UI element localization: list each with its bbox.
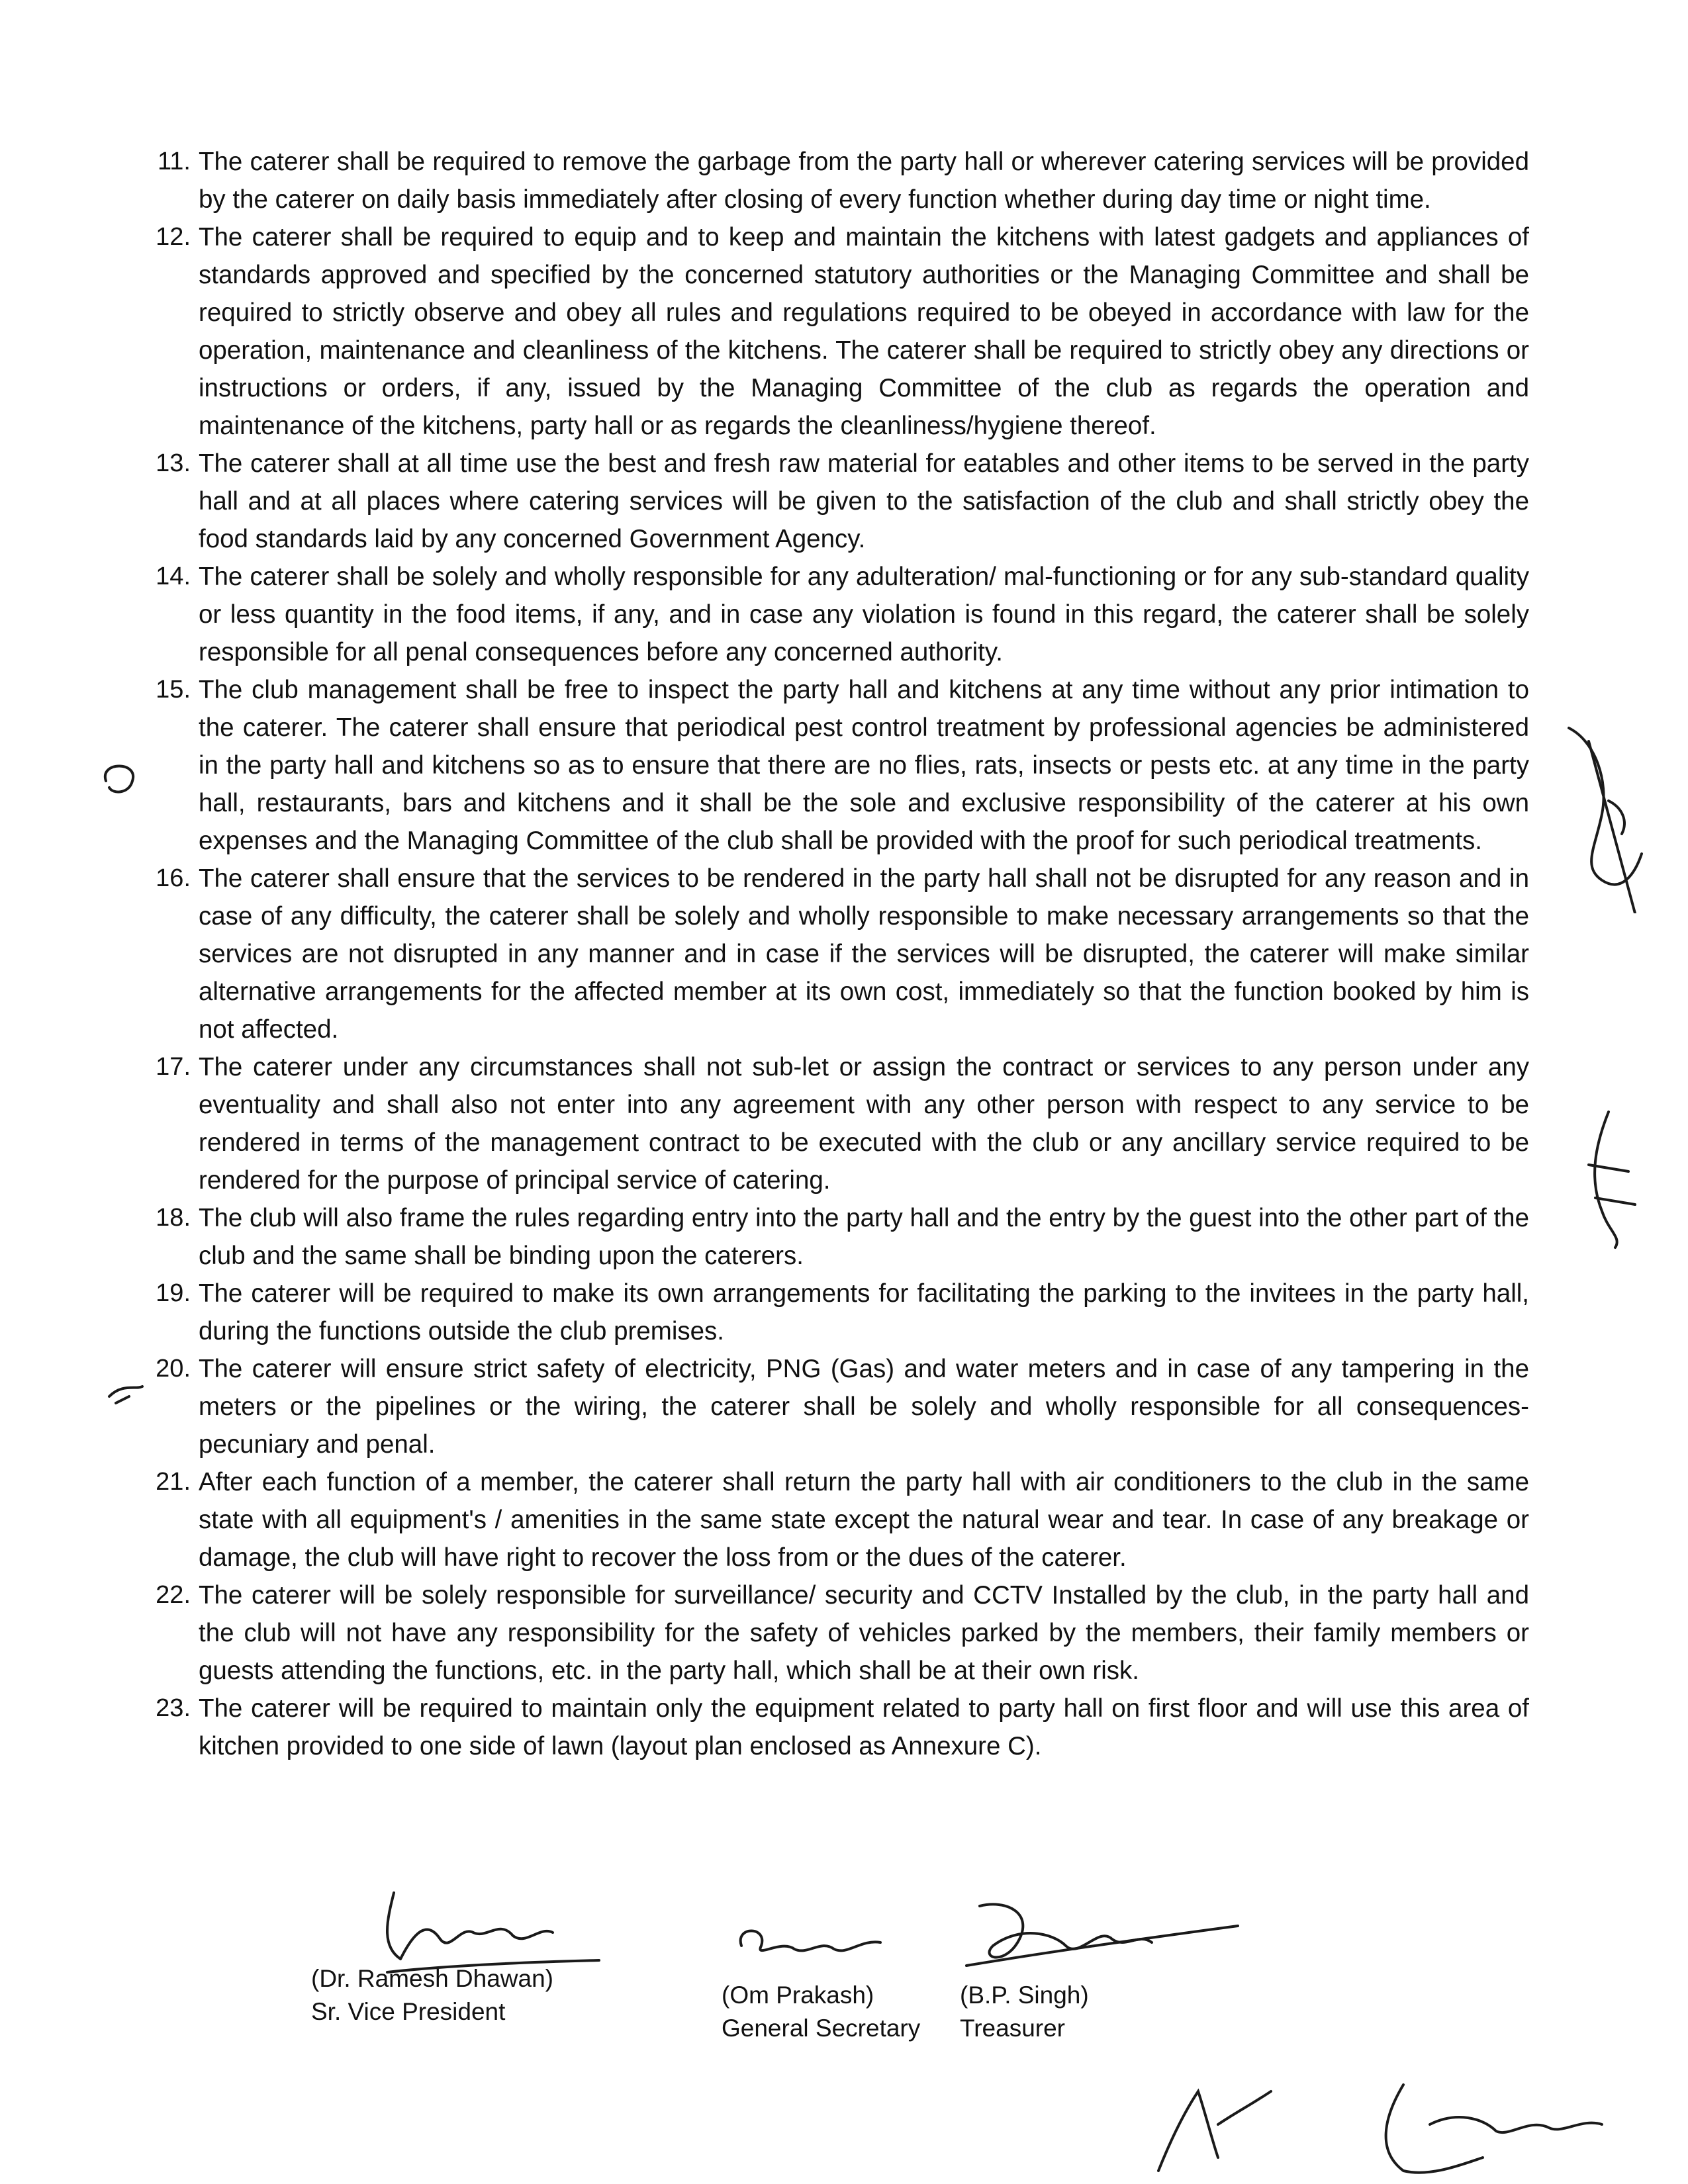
clause-text: The caterer will ensure strict safety of electricity, PNG (Gas) and water meters and in case of any tampering in the meters or the pipelines or the wiring, the caterer shall be solely and wholly responsible for all consequences- pecuniary and penal.: [199, 1355, 1529, 1459]
margin-handwritten-initials: [1569, 1105, 1648, 1251]
clause-item: [132, 1048, 1529, 1199]
margin-pen-mark: [103, 1377, 156, 1416]
clause-number: 14.: [156, 563, 191, 590]
clause-number: 22.: [156, 1581, 191, 1609]
clause-number: 15.: [156, 676, 191, 704]
clause-text: The caterer shall be required to equip and to keep and maintain the kitchens with latest gadgets and appliances of standards approved and specified by the concerned statutory authorities or the Managing Committee and shall be required to strictly observe and obey all rules and regulations required to be obeyed in accordance with law for the operation, maintenance and cleanliness of the kitchens. The caterer shall be required to strictly obey any directions or instructions or orders, if any, issued by the Managing Committee of the club as regards the operation and maintenance of the kitchens, party hall or as regards the cleanliness/hygiene thereof.: [199, 223, 1529, 440]
clause-text: The caterer shall be solely and wholly responsible for any adulteration/ mal-functioning or for any sub-standard quality or less quantity in the food items, if any, and in case any violation is found in this regard, the caterer shall be solely responsible for all penal consequences before any concerned authority.: [199, 563, 1529, 666]
clause-item: [132, 445, 1529, 558]
clause-number: 11.: [157, 148, 191, 175]
clause-text: The caterer shall ensure that the services to be rendered in the party hall shall not be disrupted for any reason and in case of any difficulty, the caterer shall be solely and wholly responsible to make necessary arrangements so that the services are not disrupted in any manner and in case if the services will be disrupted, the caterer will make similar alternative arrangements for the affected member at its own cost, immediately so that the function booked by him is not affected.: [199, 864, 1529, 1044]
clause-text: The caterer will be required to maintain only the equipment related to party hall on first floor and will use this area of kitchen provided to one side of lawn (layout plan enclosed as Annexure C).: [199, 1694, 1529, 1760]
signatories: [0, 1873, 1688, 2071]
margin-handwritten-mark: [1542, 702, 1662, 913]
clause-number: 17.: [156, 1053, 191, 1081]
signatory-title: Treasurer: [960, 2015, 1066, 2042]
clause-item: [132, 1576, 1529, 1690]
clause-item: [132, 1690, 1529, 1765]
signature-om-prakash: [728, 1913, 900, 1972]
signatory-name: (Dr. Ramesh Dhawan): [311, 1965, 554, 1992]
clause-text: The club management shall be free to inspect the party hall and kitchens at any time without any prior intimation to the caterer. The caterer shall ensure that periodical pest control treatment by professional agencies be administered in the party hall and kitchens so as to ensure that there are no flies, rats, insects or pests etc. at any time in the party hall, restaurants, bars and kitchens and it shall be the sole and exclusive responsibility of the caterer at his own expenses and the Managing Committee of the club shall be provided with the proof for such periodical treatments.: [199, 676, 1529, 855]
clause-text: The caterer shall be required to remove the garbage from the party hall or wherever catering services will be provided by the caterer on daily basis immediately after closing of every function whether during day time or night time.: [199, 148, 1529, 214]
clause-item: [132, 1199, 1529, 1275]
clause-text: The caterer shall at all time use the best and fresh raw material for eatables and other items to be served in the party hall and at all places where catering services will be given to the satisfaction of the club and shall strictly obey the food standards laid by any concerned Government Agency.: [199, 449, 1529, 553]
clause-number: 20.: [156, 1355, 191, 1383]
clause-list: [132, 143, 1529, 1765]
margin-circle-mark: [93, 754, 146, 807]
clause-item: [132, 860, 1529, 1048]
clause-item: [132, 218, 1529, 445]
signatory-name: (Om Prakash): [722, 1981, 874, 2009]
clause-number: 19.: [156, 1279, 191, 1307]
clause-item: [132, 1350, 1529, 1463]
clause-item: [132, 143, 1529, 218]
clause-number: 16.: [156, 864, 191, 892]
clause-text: The caterer will be solely responsible for surveillance/ security and CCTV Installed by the club, in the party hall and the club will not have any responsibility for the safety of vehicles parked by the members, their family members or guests attending the functions, etc. in the party hall, which shall be at their own risk.: [199, 1581, 1529, 1685]
signatory-block-3: [960, 1979, 1089, 2045]
clause-item: [132, 1275, 1529, 1350]
clause-text: The caterer will be required to make its own arrangements for facilitating the parking to the invitees in the party hall, during the functions outside the club premises.: [199, 1279, 1529, 1345]
signatory-block-1: [311, 1962, 553, 2028]
clause-item: [132, 558, 1529, 671]
signature-bp-singh: [940, 1886, 1244, 1985]
clause-number: 13.: [156, 449, 191, 477]
clause-number: 18.: [156, 1204, 191, 1232]
clause-item: [132, 1463, 1529, 1576]
signatory-block-2: [722, 1979, 920, 2045]
clause-number: 21.: [156, 1468, 191, 1496]
signatory-title: Sr. Vice President: [311, 1998, 506, 2025]
clause-text: After each function of a member, the caterer shall return the party hall with air conditioners to the club in the same state with all equipment's / amenities in the same state except the natural wear and tear. In case of any breakage or damage, the club will have right to recover the loss from or the dues of the caterer.: [199, 1468, 1529, 1572]
footer-initials-left: [1139, 2071, 1284, 2177]
clause-text: The club will also frame the rules regarding entry into the party hall and the entry by the guest into the other part of the club and the same shall be binding upon the caterers.: [199, 1204, 1529, 1270]
clause-number: 12.: [156, 223, 191, 251]
footer-initials-right: [1364, 2071, 1615, 2184]
clause-text: The caterer under any circumstances shall not sub-let or assign the contract or services to any person under any eventuality and shall also not enter into any agreement with any other person with respect to any service to be rendered in terms of the management contract to be executed with the club or any ancillary service required to be rendered for the purpose of principal service of catering.: [199, 1053, 1529, 1195]
signatory-name: (B.P. Singh): [960, 1981, 1089, 2009]
clause-number: 23.: [156, 1694, 191, 1722]
clause-item: [132, 671, 1529, 860]
signatory-title: General Secretary: [722, 2015, 921, 2042]
